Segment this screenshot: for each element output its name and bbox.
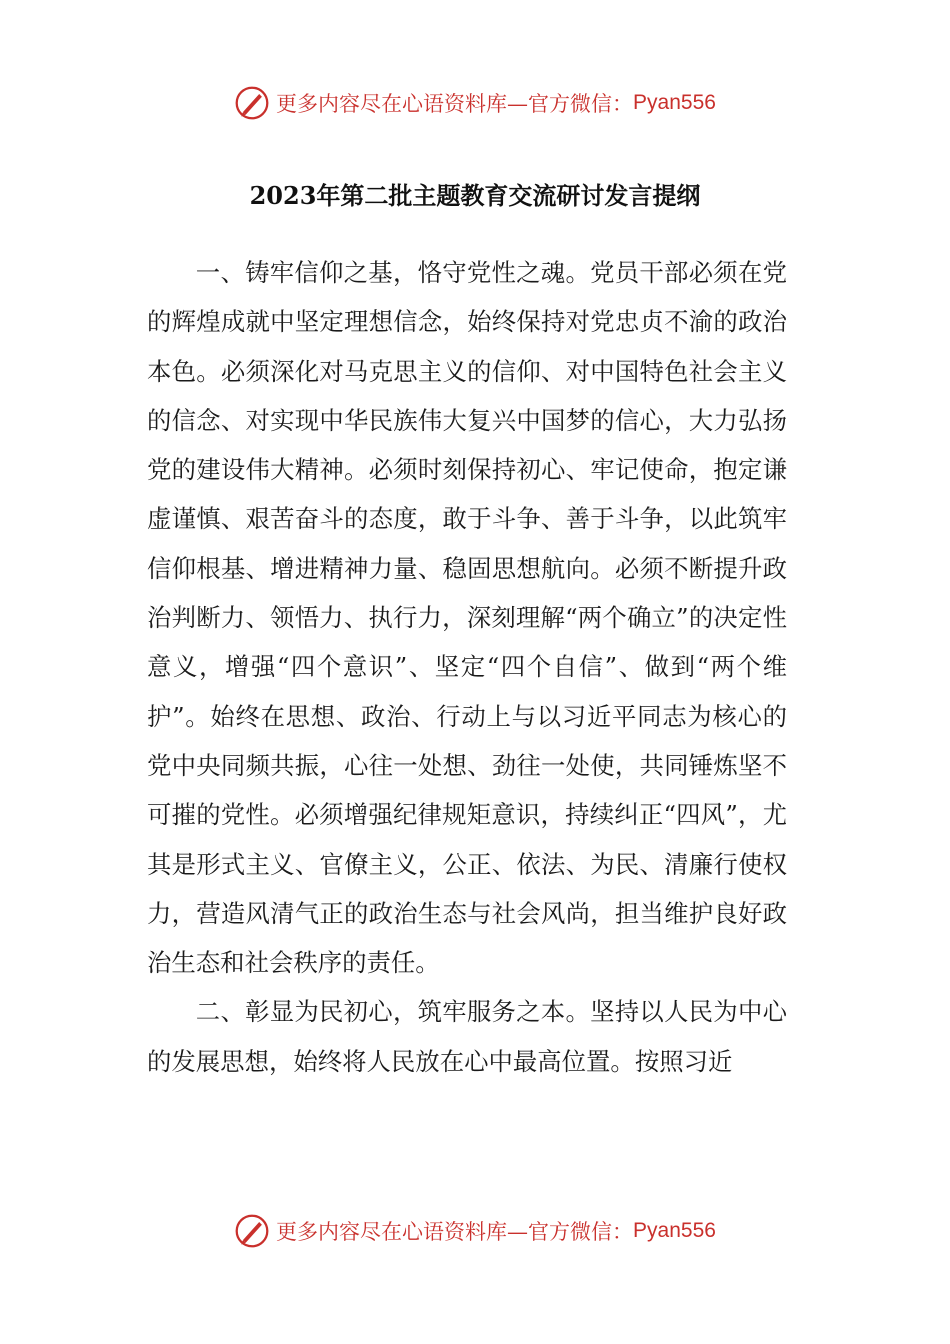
watermark-wechat-id: Pyan556 <box>633 91 716 114</box>
paragraph-2: 二、彰显为民初心，筑牢服务之本。坚持以人民为中心的发展思想，始终将人民放在心中最高位置。按照习近 <box>147 997 787 1076</box>
paragraph-1: 一、铸牢信仰之基，恪守党性之魂。党员干部必须在党的辉煌成就中坚定理想信念，始终保持对党忠贞不渝的政治本色。必须深化对马克思主义的信仰、对中国特色社会主义的信念、对实现中华民族伟大复兴中国梦的信心，大力弘扬党的建设伟大精神。必须时刻保持初心、牢记使命，抱定谦虚谨慎、艰苦奋斗的态度，敢于斗争、善于斗争，以此筑牢信仰根基、增进精神力量、稳固思想航向。必须不断提升政治判断力、领悟力、执行力，深刻理解“两个确立”的决定性意义，增强“四个意识”、坚定“四个自信”、做到“两个维护”。始终在思想、政治、行动上与以习近平同志为核心的党中央同频共振，心往一处想、劲往一处使，共同锤炼坚不可摧的党性。必须增强纪律规矩意识，持续纠正“四风”，尤其是形式主义、官僚主义，公正、依法、为民、清廉行使权力，营造风清气正的政治生态与社会风尚，担当维护良好政治生态和社会秩序的责任。 <box>147 258 787 978</box>
watermark-banner-bottom <box>0 1208 950 1254</box>
pen-logo-icon <box>234 1213 270 1249</box>
watermark-text: 更多内容尽在心语资料库—官方微信： <box>276 1220 634 1244</box>
watermark-text: 更多内容尽在心语资料库—官方微信： <box>276 92 634 116</box>
document-title: 2023年第二批主题教育交流研讨发言提纲 <box>249 181 701 210</box>
watermark-banner-top <box>0 80 950 126</box>
watermark-wechat-id: Pyan556 <box>633 1219 716 1242</box>
pen-logo-icon <box>234 85 270 121</box>
document-body <box>147 248 787 1086</box>
